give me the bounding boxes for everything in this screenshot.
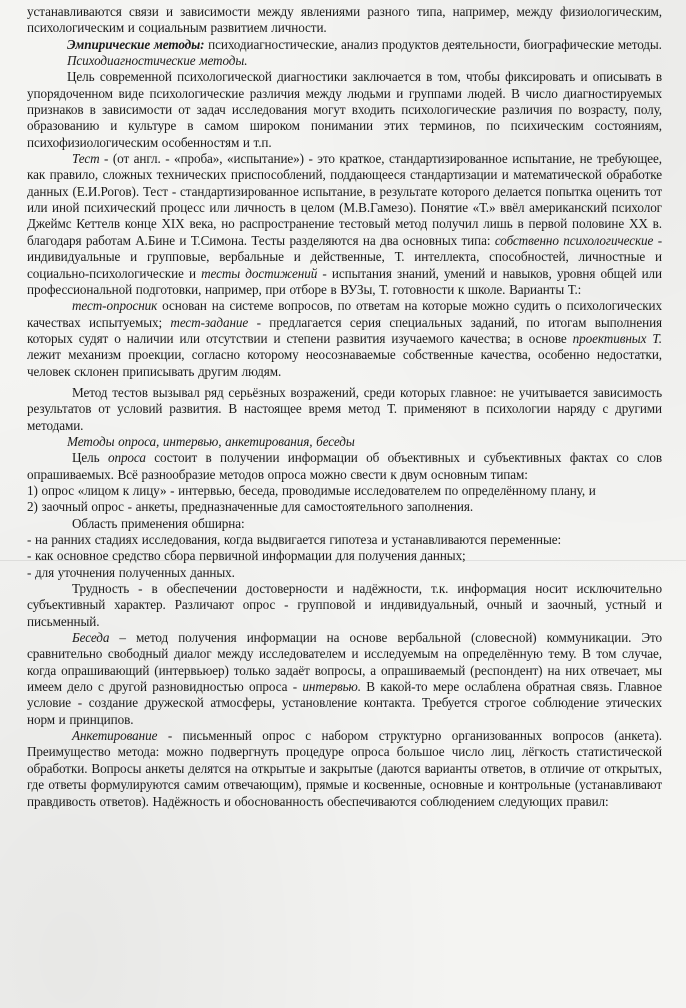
conversation-text-a: – метод получения информации на основе вербальной (словесной) коммуникации. Это сравнительно свободный диалог между исследователем и исследуемым на определённую тему. В том случае, когда опрашивающий (интервьюер) только задаёт вопросы, а опрашиваемый (респондент) на них отвечает, мы имеем дело с другой разновидностью опроса - [27, 630, 662, 695]
survey-goal-text-a: Цель [72, 450, 108, 466]
survey-term: опроса [107, 450, 146, 466]
intro-text: устанавливаются связи и зависимости между явлениями разного типа, например, между физиологическим, психологическим и социальным развитием личности. [27, 4, 662, 36]
scan-fold-line [0, 560, 686, 561]
test-variant-task: тест-задание [170, 314, 249, 330]
list-item-face-to-face [27, 483, 662, 499]
empirical-methods-text: психодиагностические, анализ продуктов деятельности, биографические методы. [204, 36, 662, 52]
list-item-refine-data [27, 565, 662, 581]
conversation-text-b: В какой-то мере ослаблена обратная связь. Главное условие - создание дружеской атмосферы, установление контакта. Требуется строгое соблюдение этических норм и принципов. [27, 679, 663, 727]
paragraph-application-area [27, 516, 662, 532]
difficulty-text: Трудность - в обеспечении достоверности и надёжности, т.к. информация носит исключительно субъективный характер. Различают опрос - групповой и индивидуальный, очный и заочный, устный и письменный. [27, 581, 662, 629]
refine-data-text: - для уточнения полученных данных. [27, 564, 235, 580]
list-item-early-stages [27, 532, 662, 548]
test-definition-text-b: - индивидуальные и групповые, вербальные и действенные, Т. интеллекта, способностей, личностные и социально-психологические и [27, 232, 662, 281]
paragraph-test-definition [27, 151, 662, 298]
paragraph-difficulty [27, 581, 662, 630]
test-variant-questionnaire: тест-опросник [72, 298, 158, 314]
heading-psychodiagnostic-methods [27, 53, 662, 69]
test-variants-text-b: - предлагается серия специальных заданий, по итогам выполнения которых судят о наличии или отсутствии и степени развития изучаемого качества; в основе [27, 314, 662, 346]
paragraph-test-variants [27, 298, 662, 380]
conversation-term: Беседа [72, 630, 110, 646]
test-variants-text-c: лежит механизм проекции, согласно которому неосознаваемые собственные качества, особенно недостатки, человек склонен приписывать другим людям. [27, 347, 662, 379]
test-definition-text-a: - (от англ. - «проба», «испытание») - это краткое, стандартизированное испытание, не требующее, как правило, сложных технических приспособлений, поддающееся стандартизации и математической обработке данных (Е.И.Рогов). Тест - стандартизированное испытание, в результате которого делается попытка оценить тот или иной психический процесс или личность в целом (М.В.Гамезо). Понятие «Т.» ввёл американский психолог Джеймс Кеттелв конце XIX века, но распространение тестовый метод получил лишь в первой половине XX в. благодаря работам А.Бине и Т.Симона. Тесты разделяются на два основных типа: [27, 151, 662, 248]
questionnaire-text: - письменный опрос с набором структурно организованных вопросов (анкета). Преимущество метода: можно подвергнуть процедуре опроса большое число лиц, лёгкость статистической обработки. Вопросы анкеты делятся на открытые и закрытые (даются варианты ответов, в отличие от открытых, где ответы формулируются самим отвечающим), прямые и косвенные, основные и контрольные (устанавливают правдивость ответов). Надёжность и обоснованность обеспечиваются соблюдением следующих правил: [27, 728, 662, 809]
diagnostics-goal-text: Цель современной психологической диагностики заключается в том, чтобы фиксировать и описывать в упорядоченном виде психологические различия между людьми и группами людей. В число диагностируемых признаков в зависимости от задач исследования могут входить психологические различия по возрасту, полу, образованию и культуре в самом широком понимании этих терминов, по психическим состояниям, психофизиологическим особенностям и т.п. [27, 69, 662, 150]
test-criticism-text: Метод тестов вызывал ряд серьёзных возражений, среди которых главное: не учитывается зависимость результатов от условий развития. В настоящее время метод Т. применяют в психологии наряду с другими методами. [27, 384, 662, 433]
list-item-correspondence [27, 499, 662, 515]
paragraph-diagnostics-goal [27, 69, 662, 151]
paragraph-conversation [27, 630, 662, 728]
test-type-achievement: тесты достижений [201, 265, 318, 281]
paragraph-intro [27, 4, 662, 37]
test-type-psychological: собственно психологические [494, 232, 654, 248]
list-item-primary-data [27, 548, 662, 564]
survey-goal-text-b: состоит в получении информации об объективных и субъективных фактах со слов опрашиваемых. Всё разнообразие методов опроса можно свести к двум основным типам: [27, 450, 662, 482]
survey-methods-heading-text: Методы опроса, интервью, анкетирования, беседы [67, 433, 355, 449]
psychodiagnostic-heading-text: Психодиагностические методы. [67, 53, 248, 69]
paragraph-questionnaire [27, 728, 662, 810]
paragraph-survey-goal [27, 450, 662, 483]
test-variants-text-a: основан на системе вопросов, по ответам на которые можно судить о психологических качествах испытуемых; [27, 298, 662, 330]
questionnaire-term: Анкетирование [72, 728, 158, 744]
paragraph-empirical-methods [27, 37, 662, 53]
test-variant-projective: проективных Т. [572, 330, 662, 346]
face-to-face-text: 1) опрос «лицом к лицу» - интервью, беседа, проводимые исследователем по определённому плану, и [27, 482, 596, 498]
correspondence-text: 2) заочный опрос - анкеты, предназначенные для самостоятельного заполнения. [27, 499, 474, 515]
interview-term: интервью. [302, 679, 361, 695]
test-term: Тест [72, 151, 100, 167]
empirical-methods-lead: Эмпирические методы: [67, 36, 205, 52]
early-stages-text: - на ранних стадиях исследования, когда выдвигается гипотеза и устанавливаются переменные: [27, 532, 562, 547]
paragraph-test-criticism [27, 385, 662, 434]
primary-data-text: - как основное средство сбора первичной информации для получения данных; [27, 548, 466, 564]
heading-survey-methods [27, 434, 662, 450]
test-definition-text-c: - испытания знаний, умений и навыков, уровня общей или профессиональной подготовки, например, при отборе в ВУЗы, Т. готовности к школе. Варианты Т.: [27, 265, 662, 297]
application-area-text: Область применения обширна: [72, 515, 245, 531]
